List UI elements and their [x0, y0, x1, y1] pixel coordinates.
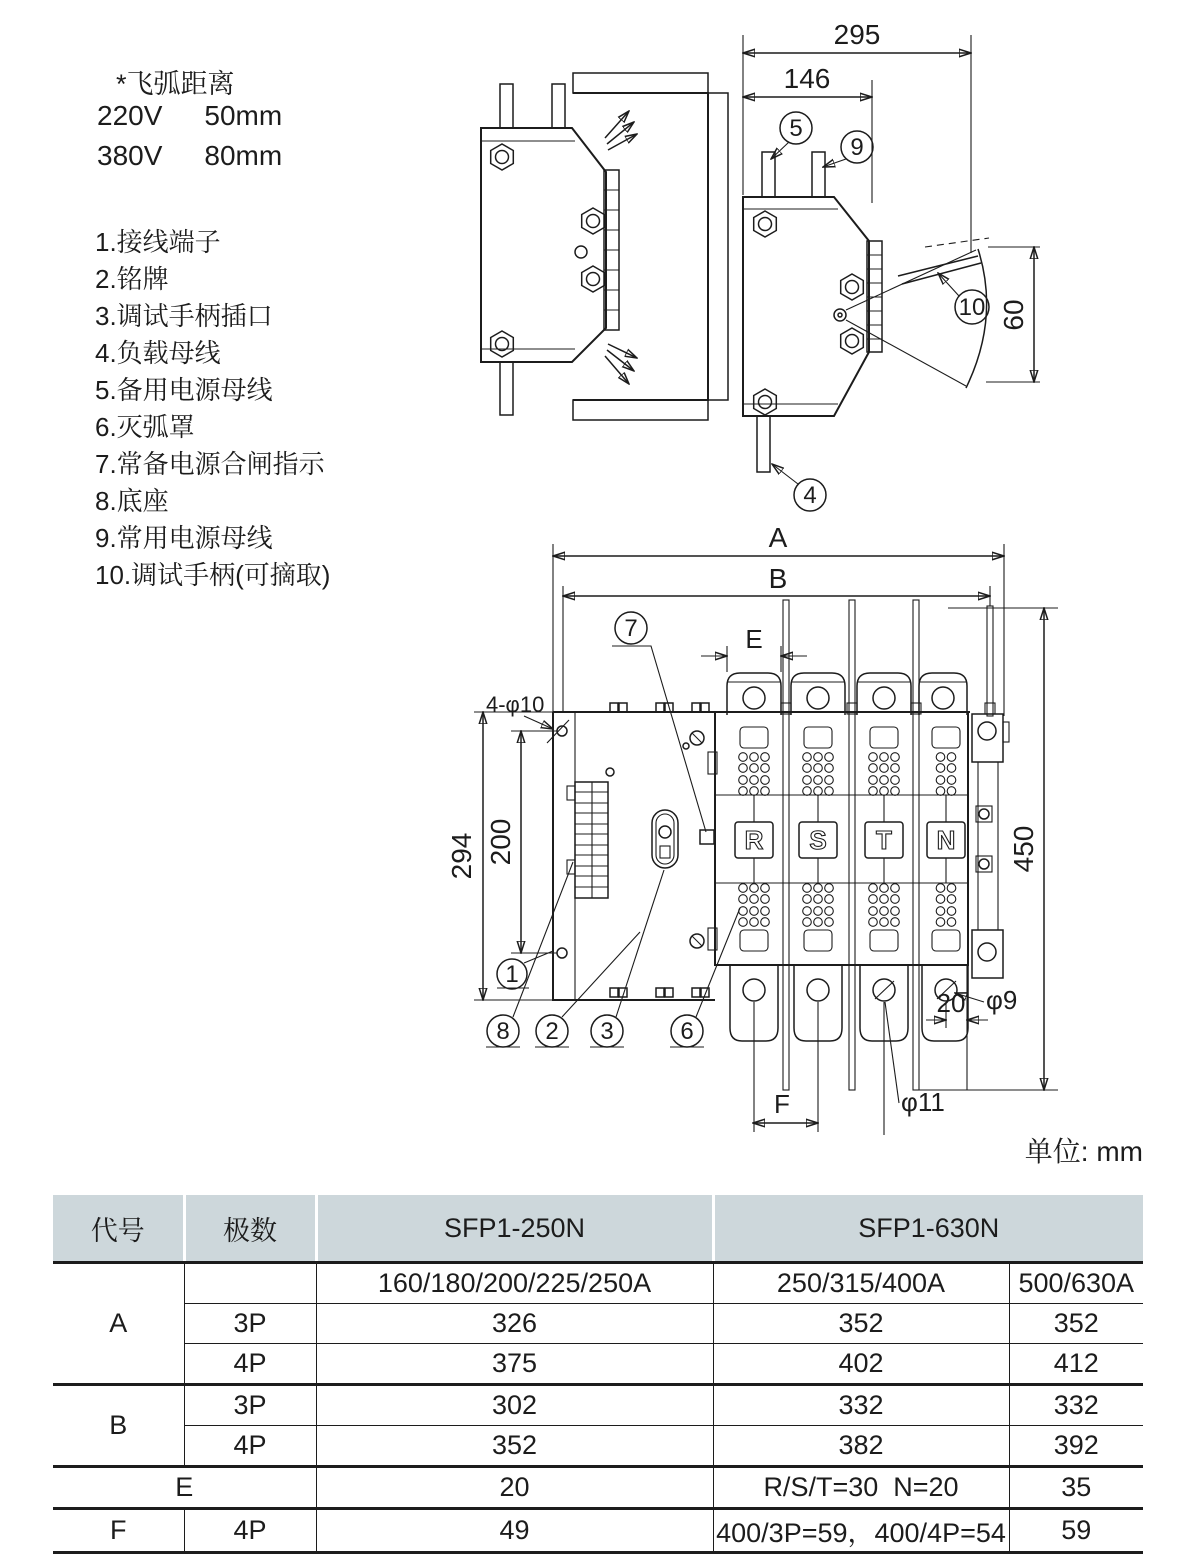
dim-label-20: 20: [936, 988, 966, 1018]
pole-R: [727, 673, 781, 1132]
pole-S: [791, 673, 845, 1132]
pole-label-s: S: [809, 825, 827, 855]
terminal-hole: [807, 687, 829, 709]
dim-label-450: 450: [1008, 825, 1039, 873]
mounting-hole: [557, 948, 567, 958]
callout-10-label: 10: [958, 294, 986, 321]
value-cell: 402: [713, 1344, 1009, 1385]
range-630n-630: 500/630A: [1009, 1263, 1143, 1304]
value-cell: 392: [1009, 1426, 1143, 1467]
hex-bolt: [491, 144, 514, 170]
arc-distance-title: *飞弧距离: [116, 69, 235, 99]
row-code-e: E: [53, 1467, 316, 1509]
arc-voltage: 220V: [97, 100, 163, 131]
busbar: [500, 362, 513, 415]
row-code-a: A: [53, 1263, 184, 1385]
dim-label-B: B: [768, 563, 788, 594]
side-view-drawing: [481, 73, 728, 420]
value-cell: 375: [316, 1344, 713, 1385]
callout-3-label: 3: [600, 1018, 614, 1045]
value-cell: 49: [316, 1509, 713, 1553]
row-code-b: B: [53, 1385, 184, 1467]
value-cell: 352: [316, 1426, 713, 1467]
table-row-b-3p: [53, 1385, 1143, 1426]
table-row-e: [53, 1467, 1143, 1509]
normal-busbar: [812, 152, 825, 197]
callout-6-label: 6: [680, 1018, 694, 1045]
pole-label-n: N: [936, 825, 956, 855]
col-header-poles: 极数: [184, 1195, 316, 1263]
dim-label-phi9: φ9: [986, 985, 1018, 1015]
load-busbar: [757, 416, 770, 472]
value-cell: 332: [1009, 1385, 1143, 1426]
main-front-drawing: [446, 522, 1058, 1135]
parts-list-item: 8.底座: [95, 486, 169, 516]
parts-list-item: 3.调试手柄插口: [95, 301, 273, 331]
parts-list-item: 5.备用电源母线: [95, 375, 273, 405]
hex-bolt: [841, 328, 864, 354]
value-cell: 352: [1009, 1304, 1143, 1344]
handle-socket: [652, 810, 678, 868]
callout-2-label: 2: [545, 1018, 559, 1045]
terminal-hole: [873, 687, 895, 709]
parts-list-item: 6.灭弧罩: [95, 412, 195, 442]
col-header-sfp1-630n: SFP1-630N: [713, 1195, 1143, 1263]
value-cell: 302: [316, 1385, 713, 1426]
terminal-hole: [743, 979, 765, 1001]
hex-bolt: [754, 211, 777, 237]
poles-cell: 3P: [184, 1385, 316, 1426]
busbar: [552, 84, 565, 128]
dim-label-phi11: φ11: [901, 1087, 945, 1117]
parts-list-item: 1.接线端子: [95, 227, 221, 257]
dim-label-146: 146: [783, 63, 831, 94]
col-header-sfp1-250n: SFP1-250N: [316, 1195, 713, 1263]
table-row-a-4p: [53, 1344, 1143, 1385]
reserve-busbar: [762, 152, 775, 197]
parts-list-item: 9.常用电源母线: [95, 523, 273, 553]
value-cell: 412: [1009, 1344, 1143, 1385]
dim-label-200: 200: [485, 818, 516, 866]
pole-N: [919, 673, 968, 1041]
dimension-table: [53, 1195, 1143, 1554]
dim-label-295: 295: [833, 19, 881, 50]
table-row-a-3p: [53, 1304, 1143, 1344]
arc-voltage: 380V: [97, 140, 163, 171]
callout-9-label: 9: [850, 134, 864, 161]
empty-cell: [184, 1263, 316, 1304]
value-cell: R/S/T=30 N=20: [713, 1467, 1009, 1509]
range-250n: 160/180/200/225/250A: [316, 1263, 713, 1304]
arc-spray-arrows: [605, 111, 637, 384]
table-row-b-4p: [53, 1426, 1143, 1467]
callout-1-label: 1: [505, 961, 519, 988]
callout-7-label: 7: [624, 615, 638, 642]
range-630n-400: 250/315/400A: [713, 1263, 1009, 1304]
hex-bolt: [582, 266, 605, 292]
table-header-row: [53, 1195, 1143, 1263]
terminal-hole: [743, 687, 765, 709]
parts-list-item: 7.常备电源合闸指示: [95, 449, 325, 479]
wall-hatch-bottom: [573, 400, 708, 420]
callout-4-label: 4: [803, 482, 817, 509]
wall-hatch-right: [708, 93, 728, 400]
arc-distance-value: 50mm: [204, 100, 283, 131]
parts-list-item: 2.铭牌: [95, 264, 169, 294]
value-cell: 326: [316, 1304, 713, 1344]
poles-cell: 4P: [184, 1426, 316, 1467]
row-code-f: F: [53, 1509, 184, 1553]
right-bracket: [972, 714, 1009, 978]
closing-indicator: [700, 830, 714, 844]
callout-8-label: 8: [496, 1018, 510, 1045]
handle-side-drawing: [743, 19, 1040, 511]
value-cell: 59: [1009, 1509, 1143, 1553]
base-plate: [553, 712, 715, 1000]
poles-cell: 4P: [184, 1509, 316, 1553]
value-cell: 332: [713, 1385, 1009, 1426]
terminal-hole: [807, 979, 829, 1001]
dim-label-F: F: [774, 1089, 790, 1119]
hex-bolt: [582, 208, 605, 234]
pole-label-t: T: [876, 825, 892, 855]
hex-bolt: [841, 274, 864, 300]
table-row-current-ranges: [53, 1263, 1143, 1304]
poles-cell: 3P: [184, 1304, 316, 1344]
arc-distance-value: 80mm: [204, 140, 283, 171]
dim-label-A: A: [768, 522, 788, 553]
col-header-code: 代号: [53, 1195, 184, 1263]
hex-bolt: [754, 389, 777, 415]
value-cell: 400/3P=59，400/4P=54: [713, 1509, 1009, 1553]
value-cell: 352: [713, 1304, 1009, 1344]
enclosure-wall: [573, 93, 708, 400]
parts-list-item: 4.负载母线: [95, 338, 221, 368]
pole-label-r: R: [744, 825, 764, 855]
wall-hatch-top: [573, 73, 708, 93]
busbar: [500, 84, 513, 128]
value-cell: 35: [1009, 1467, 1143, 1509]
callout-5-label: 5: [789, 115, 803, 142]
terminal-strip: [567, 782, 608, 898]
handle-pivot: [834, 309, 846, 321]
unit-note: 单位: mm: [1024, 1136, 1143, 1167]
pole-T: [857, 673, 911, 1135]
table-row-f: [53, 1509, 1143, 1553]
terminal-hole: [932, 687, 954, 709]
dim-label-4xphi10: 4-φ10: [486, 692, 545, 717]
poles-cell: 4P: [184, 1344, 316, 1385]
parts-list-item: 10.调试手柄(可摘取): [95, 560, 331, 590]
value-cell: 20: [316, 1467, 713, 1509]
value-cell: 382: [713, 1426, 1009, 1467]
dim-label-E: E: [745, 624, 763, 654]
dim-label-294: 294: [446, 832, 477, 880]
dim-label-60: 60: [998, 299, 1029, 331]
hex-bolt: [491, 331, 514, 357]
